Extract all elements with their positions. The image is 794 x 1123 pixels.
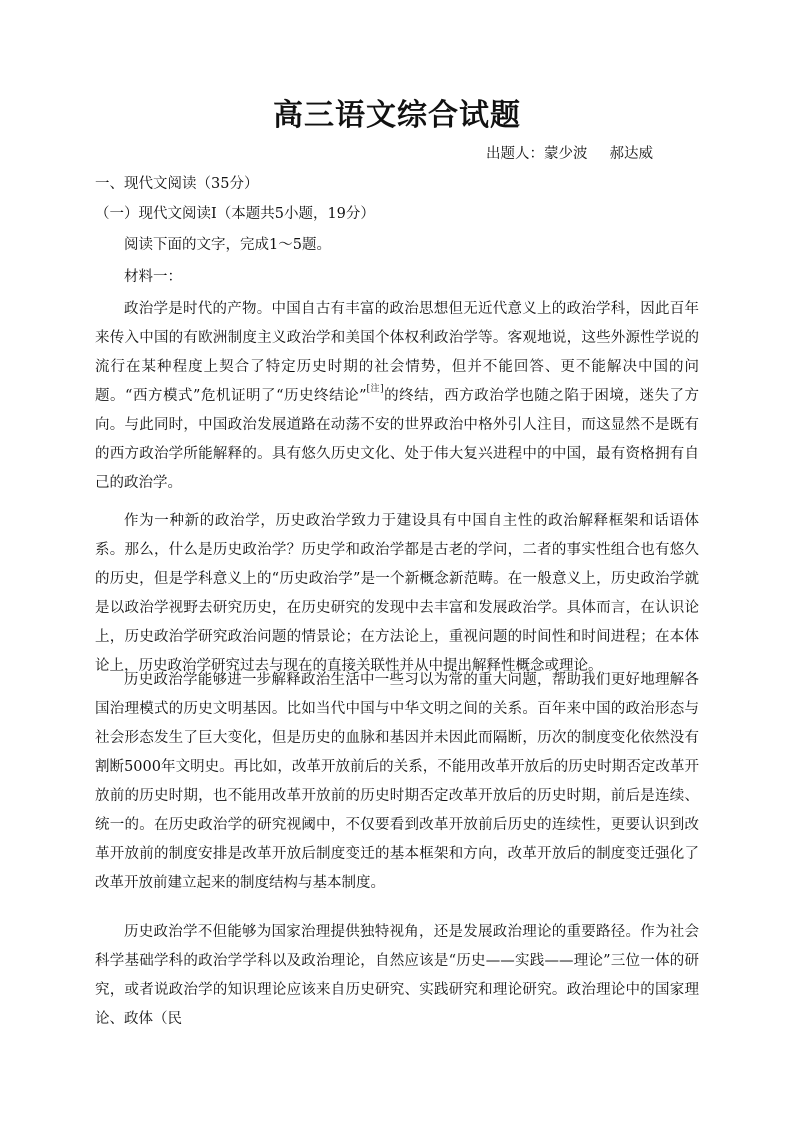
paragraph-1-text-a: 政治学是时代的产物。中国自古有丰富的政治思想但无近代意义上的政治学科，因此百年来传入中国的有欧洲制度主义政治学和美国个体权利政治学等。客观地说，这些外源性学说的流行在某种程度上契合了特定历史时期的社会情势，但并不能回答、更不能解决中国的问题。“西方模式”危机证明了“历史终结论” bbox=[95, 301, 699, 404]
document-title: 高三语文综合试题 bbox=[273, 98, 521, 133]
author-name-2: 郝达威 bbox=[609, 146, 653, 162]
instruction-text: 阅读下面的文字，完成1～5题。 bbox=[124, 237, 331, 253]
subsection-heading: （一）现代文阅读Ⅰ（本题共5小题，19分） bbox=[95, 206, 375, 222]
paragraph-2: 作为一种新的政治学，历史政治学致力于建设具有中国自主性的政治解释框架和话语体系。那么，什么是历史政治学？历史学和政治学都是古老的学问，二者的事实性组合也有悠久的历史，但是学科意义上的“历史政治学”是一个新概念新范畴。在一般意义上，历史政治学就是以政治学视野去研究历史，在历史研究的发现中去丰富和发展政治学。具体而言，在认识论上，历史政治学研究政治问题的情景论；在方法论上，重视问题的时间性和时间进程；在本体论上，历史政治学研究过去与现在的直接关联性并从中提出解释性概念或理论。 bbox=[95, 513, 699, 674]
footnote-marker: [注] bbox=[366, 384, 384, 394]
material-label: 材料一： bbox=[124, 269, 182, 285]
author-line bbox=[486, 145, 653, 163]
author-label: 出题人： bbox=[486, 146, 544, 162]
paragraph-4: 历史政治学不但能够为国家治理提供独特视角，还是发展政治理论的重要路径。作为社会科学基础学科的政治学学科以及政治理论，自然应该是“历史——实践——理论”三位一体的研究，或者说政治学的知识理论应该来自历史研究、实践研究和理论研究。政治理论中的国家理论、政体（民 bbox=[95, 924, 699, 1027]
section-heading: 一、现代文阅读（35分） bbox=[95, 176, 259, 192]
paragraph-1 bbox=[95, 295, 699, 498]
author-name-1: 蒙少波 bbox=[544, 146, 588, 162]
paragraph-3: 历史政治学能够进一步解释政治生活中一些习以为常的重大问题，帮助我们更好地理解各国治理模式的历史文明基因。比如当代中国与中华文明之间的关系。百年来中国的政治形态与社会形态发生了巨大变化，但是历史的血脉和基因并未因此而隔断，历次的制度变化依然没有割断5000年文明史。再比如，改革开放前后的关系，不能用改革开放后的历史时期否定改革开放前的历史时期，也不能用改革开放前的历史时期否定改革开放后的历史时期，前后是连续、统一的。在历史政治学的研究视阈中，不仅要看到改革开放前后历史的连续性，更要认识到改革开放前的制度安排是改革开放后制度变迁的基本框架和方向，改革开放后的制度变迁强化了改革开放前建立起来的制度结构与基本制度。 bbox=[95, 672, 699, 891]
paragraph-1-text-b: 的终结，西方政治学也随之陷于困境，迷失了方向。与此同时，中国政治发展道路在动荡不安的世界政治中格外引人注目，而这显然不是既有的西方政治学所能解释的。具有悠久历史文化、处于伟大复兴进程中的中国，最有资格拥有自己的政治学。 bbox=[95, 388, 699, 491]
